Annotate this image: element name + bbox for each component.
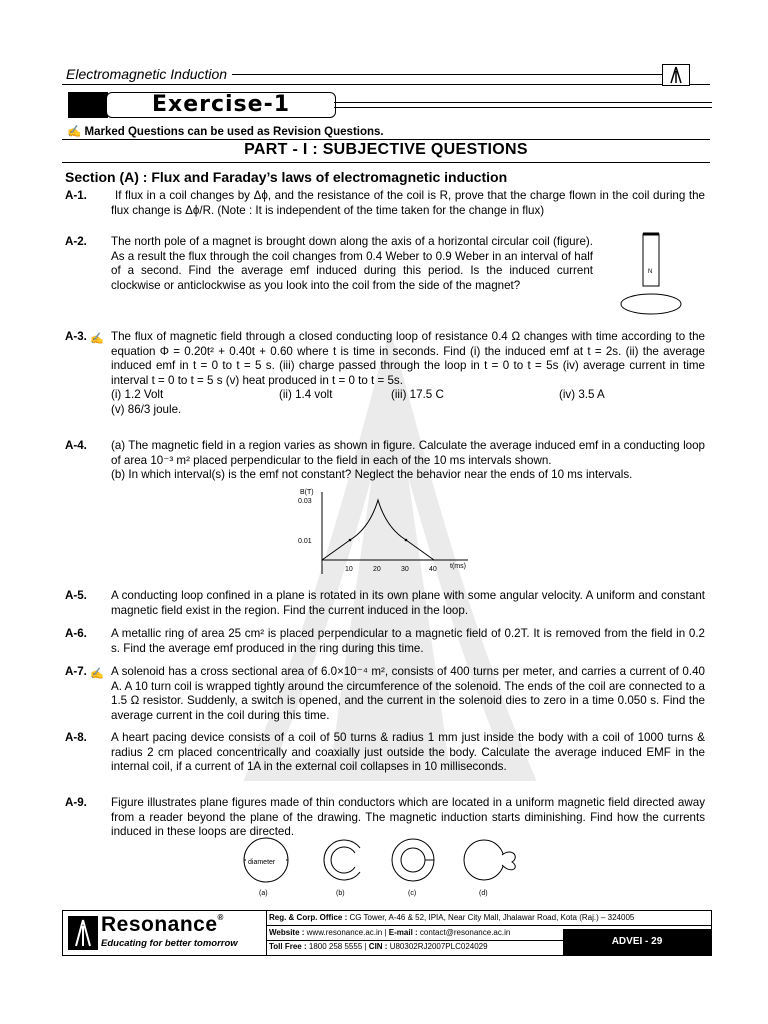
pencil-icon: ✍: [67, 126, 85, 138]
chapter-title: Electromagnetic Induction: [66, 66, 228, 82]
question-a6: A-6. A metallic ring of area 25 cm² is placed perpendicular to a magnetic field of 0.2T. It is removed from the field in 0.2 s. Find the average emf produced in the ring during this time.: [65, 627, 705, 655]
x-tick-label: 20: [373, 566, 381, 573]
question-a4: A-4. (a) The magnetic field in a region varies as shown in figure. Calculate the average induced emf in a conducting loop of area 10⁻³ m² placed perpendicular to the field in each of the 10 ms intervals shown. (b) In which interval(s) is the emf not constant? Neglect the behavior near the ends of 10 ms intervals.: [65, 439, 705, 482]
brand-name: Resonance®: [101, 913, 224, 936]
part-title: PART - I : SUBJECTIVE QUESTIONS: [244, 141, 528, 158]
y-axis-label: B(T): [300, 489, 314, 496]
question-a1: A-1. If flux in a coil changes by Δϕ, and the resistance of the coil is R, prove that the charge flown in the coil during the flux change is Δϕ/R. (Note : It is independent of the time taken for the change in flux): [65, 189, 705, 217]
marked-icon: ✍: [90, 333, 104, 345]
answer-options: (i) 1.2 Volt (ii) 1.4 volt (iii) 17.5 C (iv) 3.5 A: [111, 388, 605, 402]
fig-label-b: (b): [336, 890, 345, 897]
question-a3: A-3. The flux of magnetic field through a closed conducting loop of resistance 0.4 Ω changes with time according to the equation Φ = 0.20t² + 0.40t + 0.60 where t is time in seconds. Find (i) the induced emf at t = 2s. (ii) the average induced emf in t = 0 to t = 5 s. (iii) charge passed through the loop in t = 0 to t = 5s (iv) average current in time interval t = 0 to t = 5 s (v) heat produced in t = 0 to t = 5s. (i) 1.2 Volt (ii) 1.4 volt (iii) 17.5 C (iv) 3.5 A (v) 86/3 joule.: [65, 330, 705, 416]
website-email: Website : www.resonance.ac.in | E-mail : contact@resonance.ac.in: [269, 928, 511, 937]
section-title: Section (A) : Flux and Faraday’s laws of electromagnetic induction: [65, 169, 508, 185]
fig-label-d: (d): [479, 890, 488, 897]
resonance-logo-icon: [662, 64, 690, 86]
page-code: ADVEI - 29: [563, 929, 711, 955]
x-tick-label: 30: [401, 566, 409, 573]
loop-figures: [236, 835, 526, 901]
fig-label-a: (a): [259, 890, 268, 897]
resonance-logo-icon: [68, 916, 98, 950]
office-address: Reg. & Corp. Office : CG Tower, A-46 & 52, IPIA, Near City Mall, Jhalawar Road, Kota (Raj.) – 324005: [269, 913, 635, 922]
marked-note: ✍ Marked Questions can be used as Revision Questions.: [67, 126, 384, 138]
question-a8: A-8. A heart pacing device consists of a coil of 50 turns & radius 1 mm just inside the body with a coil of 1000 turns & radius 2 cm placed concentrically and coaxially just outside the body. Calculate the average induced EMF in the internal coil, if a current of 1A in the external coil collapses in 10 milliseconds.: [65, 731, 705, 774]
x-tick-label: 40: [429, 566, 437, 573]
magnet-coil-figure: [618, 232, 692, 318]
b-vs-t-chart: [290, 484, 480, 576]
b-field-curve: [322, 500, 434, 560]
exercise-banner: [68, 92, 712, 118]
diameter-label: diameter: [248, 859, 276, 866]
page-footer: [62, 910, 712, 956]
question-a2: A-2. The north pole of a magnet is brought down along the axis of a horizontal circular coil (figure). As a result the flux through the coil changes from 0.4 Weber to 0.9 Weber in an interval of half of a second. Find the average emf induced during this period. Is the induced current clockwise or anticlockwise as you look into the coil from the side of the magnet?: [65, 235, 593, 292]
part-rule-top: [62, 139, 710, 140]
header-rule-bottom: [62, 84, 710, 85]
question-a5: A-5. A conducting loop confined in a plane is rotated in its own plane with some angular velocity. A uniform and constant magnetic field exist in the region. Find the current induced in the loop.: [65, 589, 705, 617]
exercise-title: Exercise-1: [151, 92, 291, 117]
y-tick-label: 0.03: [298, 498, 312, 505]
question-a9: A-9. Figure illustrates plane figures made of thin conductors which are located in a uniform magnetic field directed away from a reader beyond the plane of the drawing. The magnetic induction starts diminishing. Find how the currents induced in these loops are directed.: [65, 796, 705, 839]
tollfree-cin: Toll Free : 1800 258 5555 | CIN : U80302RJ2007PLC024029: [269, 942, 488, 951]
marked-icon: ✍: [90, 668, 104, 680]
data-point: [405, 539, 408, 542]
x-axis-label: t(ms): [450, 563, 466, 570]
x-tick-label: 10: [345, 566, 353, 573]
part-rule-bottom: [62, 162, 710, 163]
brand-block: [63, 911, 267, 955]
header-rule: [232, 74, 662, 75]
y-tick-label: 0.01: [298, 538, 312, 545]
question-a7: A-7. A solenoid has a cross sectional area of 6.0×10⁻⁴ m², consists of 400 turns per meter, and carries a current of 0.40 A. A 10 turn coil is wrapped tightly around the circumference of the solenoid. The ends of the coil are connected to a 1.5 Ω resistor. Suddenly, a switch is opened, and the current in the solenoid dies to zero in a time 0.050 s. Find the average current in the coil during this time.: [65, 665, 705, 722]
brand-tagline: Educating for better tomorrow: [101, 938, 238, 949]
fig-label-c: (c): [408, 890, 417, 897]
svg-text:N: N: [648, 269, 653, 275]
data-point: [349, 539, 352, 542]
